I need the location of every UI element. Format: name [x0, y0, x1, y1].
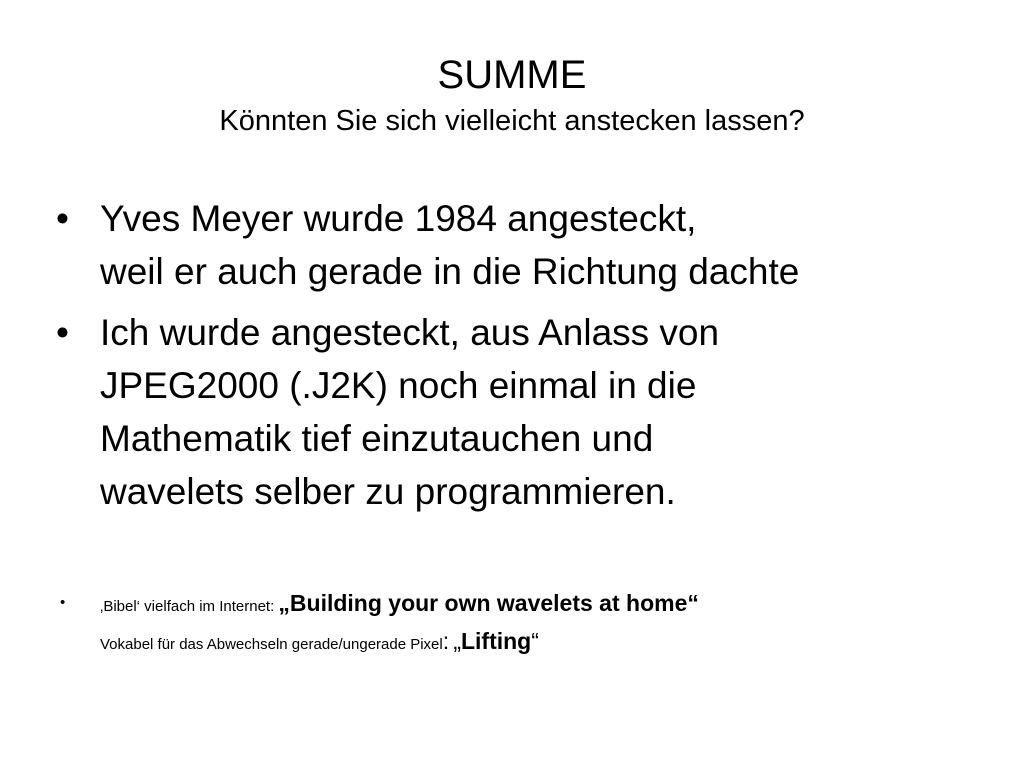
title-main: SUMME	[437, 53, 587, 97]
bullet-line: JPEG2000 (.J2K) noch einmal in die	[100, 365, 697, 406]
bullet-line: Yves Meyer wurde 1984 angesteckt,	[100, 198, 697, 239]
title-subtitle: Könnten Sie sich vielleicht anstecken lassen?	[219, 105, 805, 137]
bullet-line: weil er auch gerade in die Richtung dachte	[100, 251, 800, 292]
vocab-open-quote: „	[453, 628, 461, 654]
reference-line-bible	[100, 586, 986, 624]
reference-item	[56, 586, 986, 662]
slide-title	[0, 52, 1024, 138]
bullet-dot: •	[60, 594, 66, 611]
vocab-term: Lifting	[460, 628, 532, 654]
bullet-line: Ich wurde angesteckt, aus Anlass von	[100, 312, 720, 353]
vocab-prefix: Vokabel für das Abwechseln gerade/ungerade Pixel	[100, 636, 443, 653]
reference-list	[56, 586, 986, 662]
bullet-line: Mathematik tief einzutauchen und	[100, 418, 654, 459]
bullet-item-jpeg2000	[56, 306, 986, 518]
reference-title: „Building your own wavelets at home“	[278, 590, 699, 616]
bullet-dot: •	[56, 198, 69, 239]
reference-line-lifting	[100, 624, 986, 662]
reference-prefix: ‚Bibel‘ vielfach im Internet	[100, 598, 271, 615]
bullet-list	[56, 192, 986, 526]
vocab-colon: :	[442, 628, 450, 654]
bullet-dot: •	[56, 312, 69, 353]
bullet-item-meyer	[56, 192, 986, 298]
reference-colon: :	[270, 598, 275, 615]
bullet-line: wavelets selber zu programmieren.	[100, 471, 676, 512]
vocab-close-quote: “	[531, 628, 539, 654]
